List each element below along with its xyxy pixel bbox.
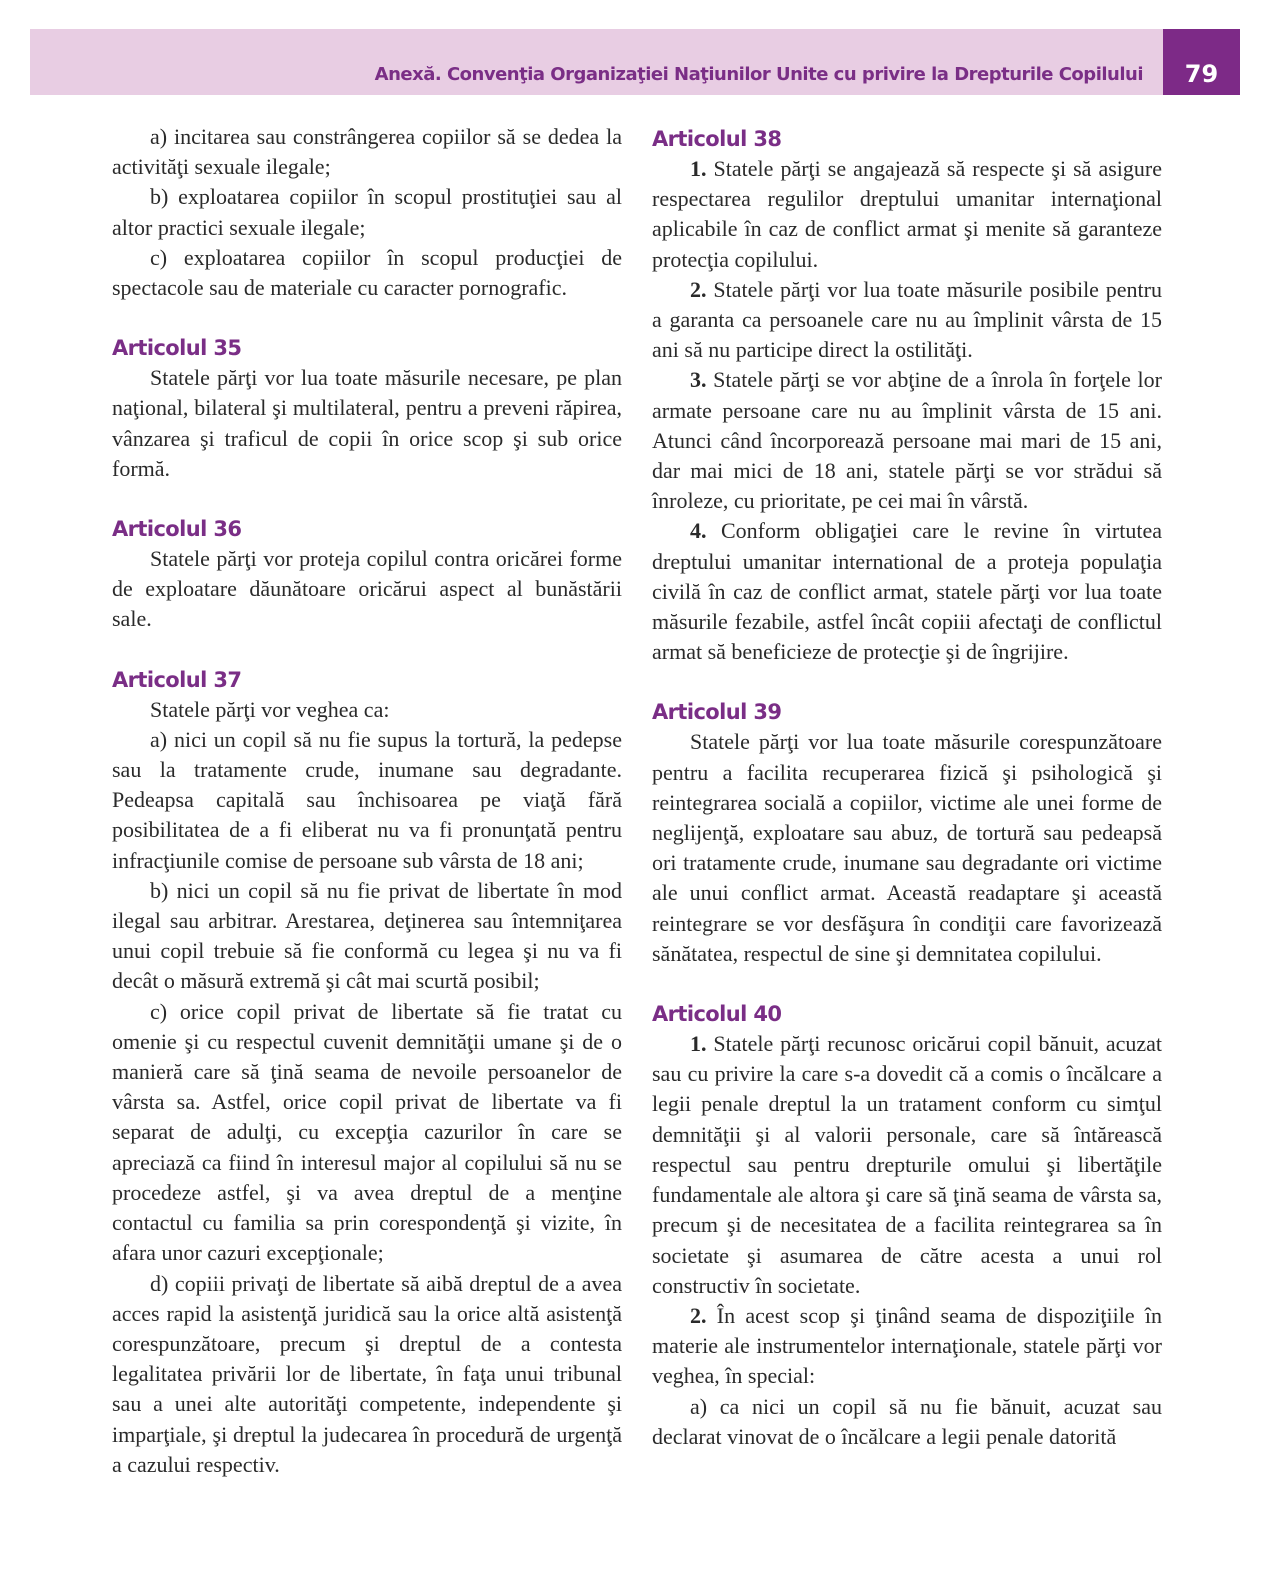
list-item: a) ca nici un copil să nu fie bănuit, acuzat sau declarat vinovat de o încălcare a legii penale datorită [652, 1393, 1162, 1449]
list-item: b) exploatarea copiilor în scopul prostituţiei sau al altor practici sexuale ilegale; [112, 184, 622, 240]
paragraph-number: 2. [690, 1302, 707, 1328]
list-item: d) copiii privaţi de libertate să aibă dreptul de a avea acces rapid la asistenţă juridică sau la orice altă asistenţă corespunzătoare, precum şi dreptul de a contesta legalitatea privării lor de libertate, în faţa unui tribunal sau a unei alte autorităţi competente, independente şi imparţiale, şi dreptul la judecarea în procedură de urgenţă a cazului respectiv. [112, 1270, 622, 1477]
article-38-heading: Articolul 38 [652, 127, 782, 151]
paragraph-text: Statele părţi vor lua toate măsurile posibile pentru a garanta ca persoanele care nu au împlinit vârsta de 15 ani să nu participe direct la ostilităţi. [652, 276, 1162, 363]
list-item: a) incitarea sau constrângerea copiilor să se dedea la activităţi sexuale ilegale; [112, 124, 622, 180]
header-band [30, 29, 1163, 95]
article-36-text: Statele părţi vor proteja copilul contra oricărei forme de exploatare dăunătoare oricărui aspect al bunăstării sale. [112, 546, 622, 632]
article-36-heading: Articolul 36 [112, 517, 242, 542]
running-header-title: Anexă. Convenţia Organizaţiei Naţiunilor Unite cu privire la Drepturile Copilului [374, 64, 1143, 85]
paragraph-number: 3. [690, 367, 707, 393]
article-40-paragraph [652, 1301, 1162, 1392]
article-40-paragraph [652, 1029, 1162, 1301]
paragraph-text: Statele părţi se vor abţine de a înrola în forţele lor armate persoane care nu au împlinit vârsta de 15 ani. Atunci când încorporează persoane mai mari de 15 ani, dar mai mici de 18 ani, statele părţi se vor strădui să înroleze, cu prioritate, pe cei mai în vârstă. [652, 367, 1162, 514]
article-39-text: Statele părţi vor lua toate măsurile corespunzătoare pentru a facilita recuperarea fizică şi psihologică şi reintegrarea socială a copiilor, victime ale unei forme de neglijenţă, exploatare sau abuz, de tortură sau pedeapsă ori tratamente crude, inumane sau degradante ori victime ale unui conflict armat. Această readaptare şi această reintegrare se vor desfăşura în condiţii care favorizează sănătatea, respectul de sine şi demnitatea copilului. [652, 729, 1162, 966]
right-column [652, 124, 1162, 1452]
paragraph-number: 4. [690, 518, 707, 544]
page-number: 79 [1163, 29, 1240, 95]
article-38-paragraph [652, 154, 1162, 275]
article-35-heading: Articolul 35 [112, 336, 242, 361]
left-column [112, 122, 622, 1480]
article-39-heading: Articolul 39 [652, 700, 782, 725]
article-38-paragraph [652, 365, 1162, 516]
paragraph-text: În acest scop şi ţinând seama de dispoziţiile în materie ale instrumentelor internaţionale, statele părţi vor veghea, în special: [652, 1302, 1162, 1389]
list-item: c) orice copil privat de libertate să fie tratat cu omenie şi cu respectul cuvenit demnităţii umane şi de o manieră care să ţină seama de nevoile persoanelor de vârsta sa. Astfel, orice copil privat de libertate va fi separat de adulţi, cu excepţia cazurilor în care se apreciază ca fiind în interesul major al copilului să nu se procedeze astfel, şi va avea dreptul de a menţine contactul cu familia sa prin corespondenţă şi vizite, în afara unor cazuri excepţionale; [112, 998, 622, 1266]
article-37-intro: Statele părţi vor veghea ca: [150, 696, 390, 722]
article-37-heading: Articolul 37 [112, 667, 242, 692]
paragraph-number: 1. [690, 156, 707, 181]
list-item: a) nici un copil să nu fie supus la tortură, la pedepse sau la tratamente crude, inumane sau degradante. Pedeapsa capitală sau închisoarea pe viaţă fără posibilitatea de a fi eliberat nu va fi pronunţată pentru infracţiunile comise de persoane sub vârsta de 18 ani; [112, 726, 622, 873]
list-item: b) nici un copil să nu fie privat de libertate în mod ilegal sau arbitrar. Arestarea, deţinerea sau întemniţarea unui copil trebuie să fie conformă cu legea şi nu va fi decât o măsură extremă şi cât mai scurtă posibil; [112, 877, 622, 994]
article-40-heading: Articolul 40 [652, 1002, 782, 1027]
article-35-text: Statele părţi vor lua toate măsurile necesare, pe plan naţional, bilateral şi multilateral, pentru a preveni răpirea, vânzarea şi traficul de copii în orice scop şi sub orice formă. [112, 365, 622, 481]
paragraph-text: Statele părţi se angajează să respecte şi să asigure respectarea regulilor dreptului umanitar internaţional aplicabile în caz de conflict armat şi menite să garanteze protecţia copilului. [652, 156, 1162, 272]
article-38-paragraph [652, 275, 1162, 366]
article-38-paragraph [652, 516, 1162, 667]
paragraph-text: Conform obligaţiei care le revine în virtutea dreptului umanitar international de a proteja populaţia civilă în caz de conflict armat, statele părţi vor lua toate măsurile fezabile, astfel încât copiii afectaţi de conflictul armat să beneficieze de protecţie şi de îngrijire. [652, 518, 1162, 665]
list-item: c) exploatarea copiilor în scopul producţiei de spectacole sau de materiale cu caracter pornografic. [112, 244, 622, 301]
paragraph-number: 1. [690, 1031, 707, 1057]
paragraph-number: 2. [690, 276, 707, 302]
paragraph-text: Statele părţi recunosc oricărui copil bănuit, acuzat sau cu privire la care s-a dovedit că a comis o încălcare a legii penale dreptul la un tratament conform cu simţul demnităţii şi al valorii personale, care să întărească respectul sau pentru drepturile omului şi libertăţile fundamentale ale altora şi care să ţină seama de vârsta sa, precum şi de necesitatea de a facilita reintegrarea sa în societate şi asumarea de către acesta a unui rol constructiv în societate. [652, 1031, 1162, 1298]
